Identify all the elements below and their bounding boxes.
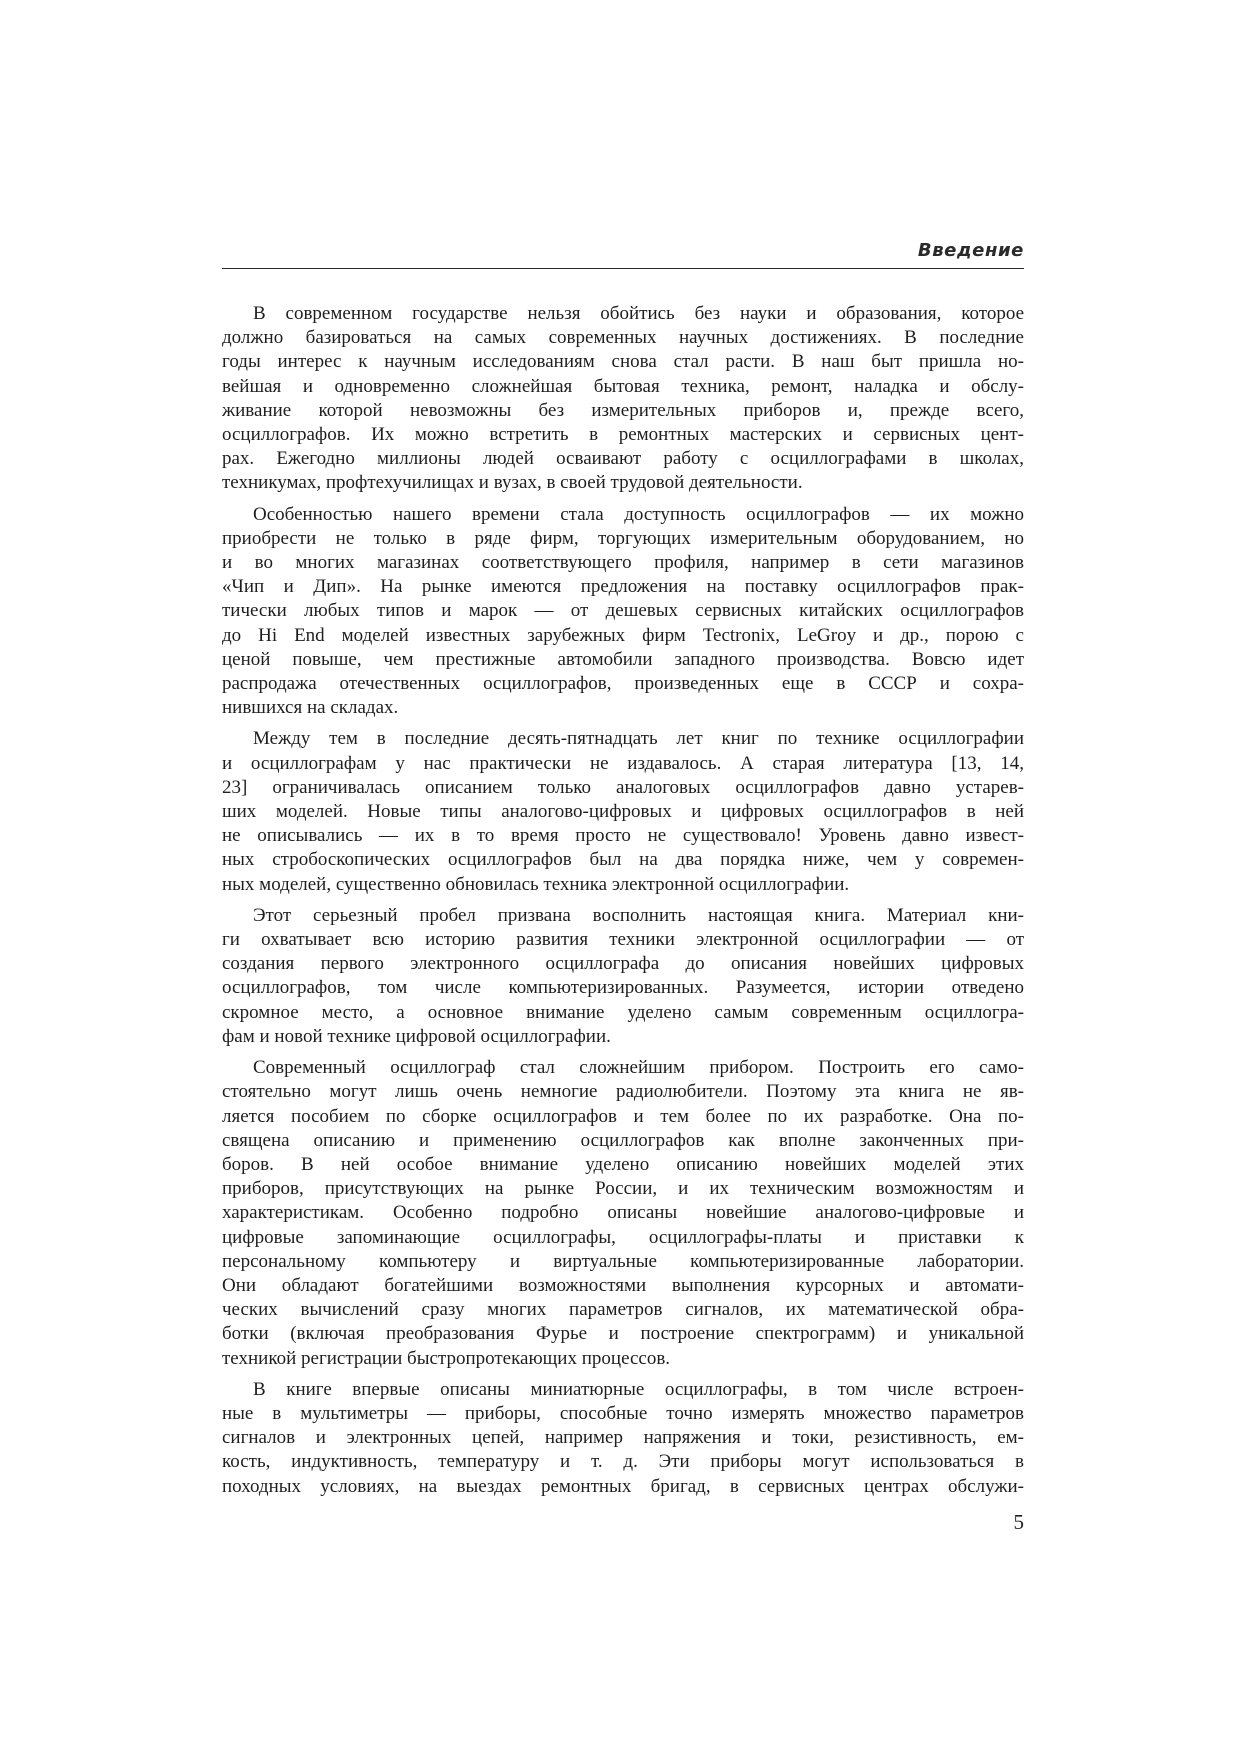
text-line: осциллографов. Их можно встретить в ремонтных мастерских и сервисных цент- bbox=[222, 424, 1024, 446]
text-line: фам и новой технике цифровой осциллографии. bbox=[222, 1025, 611, 1047]
text-line: походных условиях, на выездах ремонтных бригад, в сервисных центрах обслужи- bbox=[222, 1475, 1024, 1497]
text-line: живание которой невозможны без измерительных приборов и, прежде всего, bbox=[222, 399, 1024, 421]
text-line: техникой регистрации быстропротекающих процессов. bbox=[222, 1347, 671, 1369]
text-line: не описывались — их в то время просто не существовало! Уровень давно извест- bbox=[222, 825, 1024, 847]
running-head bbox=[222, 240, 1024, 269]
text-line: Они обладают богатейшими возможностями выполнения курсорных и автомати- bbox=[222, 1274, 1024, 1296]
text-line: кость, индуктивность, температуру и т. д. Эти приборы могут использоваться в bbox=[222, 1451, 1024, 1473]
text-line: ги охватывает всю историю развития техники электронной осциллографии — от bbox=[222, 929, 1024, 951]
text-line: В книге впервые описаны миниатюрные осциллографы, в том числе встроен- bbox=[253, 1378, 1024, 1400]
running-head-title: Введение bbox=[917, 240, 1024, 261]
body-paragraph bbox=[222, 503, 1024, 721]
page-number: 5 bbox=[1013, 1510, 1024, 1534]
text-line: сигналов и электронных цепей, например напряжения и токи, резистивность, ем- bbox=[222, 1427, 1024, 1449]
text-line: В современном государстве нельзя обойтись без науки и образования, которое bbox=[253, 303, 1024, 324]
text-line: нившихся на складах. bbox=[222, 697, 399, 719]
body-paragraph bbox=[222, 302, 1024, 496]
body-paragraph bbox=[222, 1378, 1024, 1499]
body-paragraph bbox=[222, 1056, 1024, 1371]
text-line: стоятельно могут лишь очень немногие радиолюбители. Поэтому эта книга не яв- bbox=[222, 1081, 1024, 1103]
text-line: священа описанию и применению осциллографов как вполне законченных при- bbox=[222, 1129, 1024, 1151]
text-line: ботки (включая преобразования Фурье и построение спектрограмм) и уникальной bbox=[222, 1323, 1024, 1345]
text-line: вейшая и одновременно сложнейшая бытовая техника, ремонт, наладка и обслу- bbox=[222, 375, 1024, 397]
text-line: характеристикам. Особенно подробно описаны новейшие аналогово-цифровые и bbox=[222, 1202, 1024, 1224]
text-line: и осциллографам у нас практически не издавалось. А старая литература [13, 14, bbox=[222, 752, 1024, 774]
text-line: «Чип и Дип». На рынке имеются предложения на поставку осциллографов прак- bbox=[222, 576, 1024, 598]
text-line: до Hi End моделей известных зарубежных фирм Tectronix, LeGroy и др., порою с bbox=[222, 624, 1024, 646]
text-line: ные в мультиметры — приборы, способные точно измерять множество параметров bbox=[222, 1402, 1024, 1424]
text-line: распродажа отечественных осциллографов, произведенных еще в СССР и сохра- bbox=[222, 673, 1024, 695]
text-line: персональному компьютеру и виртуальные компьютеризированные лаборатории. bbox=[222, 1250, 1024, 1272]
text-line: техникумах, профтехучилищах и вузах, в своей трудовой деятельности. bbox=[222, 472, 803, 494]
body-paragraph bbox=[222, 904, 1024, 1049]
text-line: скромное место, а основное внимание уделено самым современным осциллогра- bbox=[222, 1001, 1024, 1023]
text-line: цифровые запоминающие осциллографы, осциллографы-платы и приставки к bbox=[222, 1226, 1024, 1248]
text-line: должно базироваться на самых современных научных достижениях. В последние bbox=[222, 327, 1024, 349]
text-line: Этот серьезный пробел призвана восполнить настоящая книга. Материал кни- bbox=[253, 904, 1024, 926]
text-line: боров. В ней особое внимание уделено описанию новейших моделей этих bbox=[222, 1153, 1024, 1175]
text-line: ляется пособием по сборке осциллографов и тем более по их разработке. Она по- bbox=[222, 1105, 1024, 1127]
text-line: приборов, присутствующих на рынке России, и их техническим возможностям и bbox=[222, 1178, 1024, 1200]
text-line: создания первого электронного осциллографа до описания новейших цифровых bbox=[222, 953, 1024, 975]
text-line: приобрести не только в ряде фирм, торгующих измерительным оборудованием, но bbox=[222, 527, 1024, 549]
text-line: годы интерес к научным исследованиям снова стал расти. В наш быт пришла но- bbox=[222, 351, 1024, 373]
text-line: Между тем в последние десять-пятнадцать лет книг по технике осциллографии bbox=[253, 728, 1024, 750]
text-line: рах. Ежегодно миллионы людей осваивают работу с осциллографами в школах, bbox=[222, 448, 1024, 470]
text-line: ных моделей, существенно обновилась техника электронной осциллографии. bbox=[222, 873, 850, 895]
body-paragraph bbox=[222, 727, 1024, 896]
text-line: Особенностью нашего времени стала доступность осциллографов — их можно bbox=[253, 503, 1024, 525]
text-line: ших моделей. Новые типы аналогово-цифровых и цифровых осциллографов в ней bbox=[222, 801, 1024, 823]
text-line: 23] ограничивалась описанием только аналоговых осциллографов давно устарев- bbox=[222, 776, 1024, 798]
text-line: тически любых типов и марок — от дешевых сервисных китайских осциллографов bbox=[222, 600, 1024, 622]
text-line: ценой повыше, чем престижные автомобили западного производства. Вовсю идет bbox=[222, 648, 1024, 670]
text-line: осциллографов, том числе компьютеризированных. Разумеется, истории отведено bbox=[222, 977, 1024, 999]
text-line: и во многих магазинах соответствующего профиля, например в сети магазинов bbox=[222, 552, 1024, 574]
text-line: ческих вычислений сразу многих параметров сигналов, их математической обра- bbox=[222, 1299, 1024, 1321]
text-line: ных стробоскопических осциллографов был на два порядка ниже, чем у современ- bbox=[222, 849, 1024, 871]
text-line: Современный осциллограф стал сложнейшим прибором. Построить его само- bbox=[253, 1057, 1024, 1079]
body-text bbox=[222, 302, 1024, 1506]
